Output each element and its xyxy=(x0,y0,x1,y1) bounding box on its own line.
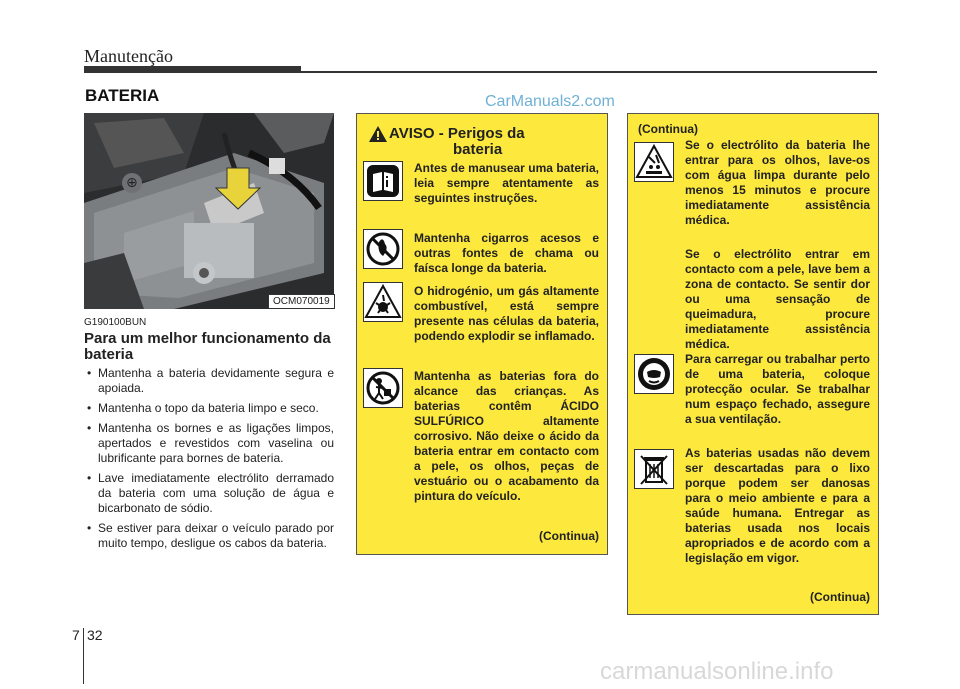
svg-text:⊕: ⊕ xyxy=(126,175,138,191)
continued-text-3: Para carregar ou trabalhar perto de uma bateria, coloque protecção ocular. Se trabalhar num espaço fechado, assegure a sua ventilação. xyxy=(685,352,870,426)
list-item: • Mantenha o topo da bateria limpo e seco. xyxy=(84,401,334,416)
warning-title-line1: AVISO - Perigos da xyxy=(389,125,525,142)
manual-book-icon xyxy=(363,161,403,201)
continued-warning-box xyxy=(627,113,879,615)
warning-text-2: Mantenha cigarros acesos e outras fontes de chama ou faísca longe da bateria. xyxy=(414,231,599,275)
warning-title-line2: bateria xyxy=(453,141,503,158)
warning-text-1: Antes de manusear uma bateria, leia sempre atentamente as seguintes instruções. xyxy=(414,161,599,205)
list-item: • Se estiver para deixar o veículo parado por muito tempo, desligue os cabos da bateria. xyxy=(84,521,334,551)
continued-text-2: Se o electrólito entrar em contacto com a pele, lave bem a zona de contacto. Se sentir dor ou uma sensação de queimadura, procure imediatamente assistência médica. xyxy=(685,247,870,351)
section-title: BATERIA xyxy=(85,86,160,105)
header-rule xyxy=(301,71,877,73)
doc-code: G190100BUN xyxy=(84,317,147,328)
header-bar xyxy=(84,66,301,73)
maintenance-list xyxy=(84,366,334,556)
continued-label: (Continua) xyxy=(539,529,599,543)
sub-heading: Para um melhor funcionamento da bateria xyxy=(84,330,331,363)
eye-protection-icon xyxy=(634,354,674,394)
warning-box xyxy=(356,113,608,555)
continued-top-label: (Continua) xyxy=(638,122,698,136)
photo-code: OCM070019 xyxy=(268,294,335,309)
chapter-number: 7 xyxy=(72,627,80,643)
page-number: 32 xyxy=(87,627,103,643)
acid-hazard-icon xyxy=(634,142,674,182)
header-title: Manutenção xyxy=(84,46,173,66)
list-item: • Mantenha a bateria devidamente segura e apoiada. xyxy=(84,366,334,396)
no-trash-disposal-icon xyxy=(634,449,674,489)
warning-title xyxy=(389,126,525,158)
no-smoking-flame-icon xyxy=(363,229,403,269)
footer-watermark[interactable]: carmanualsonline.info xyxy=(600,658,834,685)
list-item: • Lave imediatamente electrólito derramado da bateria com uma solução de água e bicarbonato de sódio. xyxy=(84,471,334,516)
warning-triangle-icon xyxy=(369,126,387,142)
keep-from-children-icon xyxy=(363,368,403,408)
warning-text-4: Mantenha as baterias fora do alcance das crianças. As baterias contêm ÁCIDO SULFÚRICO altamente corrosivo. Não deixe o ácido da bateria entrar em contacto com a pele, os olhos, peças de vestuário ou o acabamento da pintura do veículo. xyxy=(414,369,599,503)
battery-photo xyxy=(84,113,334,309)
list-item: • Mantenha os bornes e as ligações limpos, apertados e revestidos com vaselina ou lubrificante para bornes de bateria. xyxy=(84,421,334,466)
warning-text-3: O hidrogénio, um gás altamente combustível, está sempre presente nas células da bateria, podendo explodir se inflamado. xyxy=(414,284,599,343)
continued-text-1: Se o electrólito da bateria lhe entrar para os olhos, lave-os com água limpa durante pelo menos 15 minutos e procure imediatamente assistência médica. xyxy=(685,138,870,227)
battery-photo-image xyxy=(84,113,334,309)
continued-bottom-label: (Continua) xyxy=(810,590,870,604)
page-divider xyxy=(83,628,84,684)
explosive-gas-icon xyxy=(363,282,403,322)
site-watermark[interactable]: CarManuals2.com xyxy=(485,93,615,110)
continued-text-4: As baterias usadas não devem ser descartadas para o lixo porque podem ser danosas para o meio ambiente e para a saúde humana. Entregar as baterias usada nos locais apropriados e de acordo com a legislação em vigor. xyxy=(685,446,870,565)
